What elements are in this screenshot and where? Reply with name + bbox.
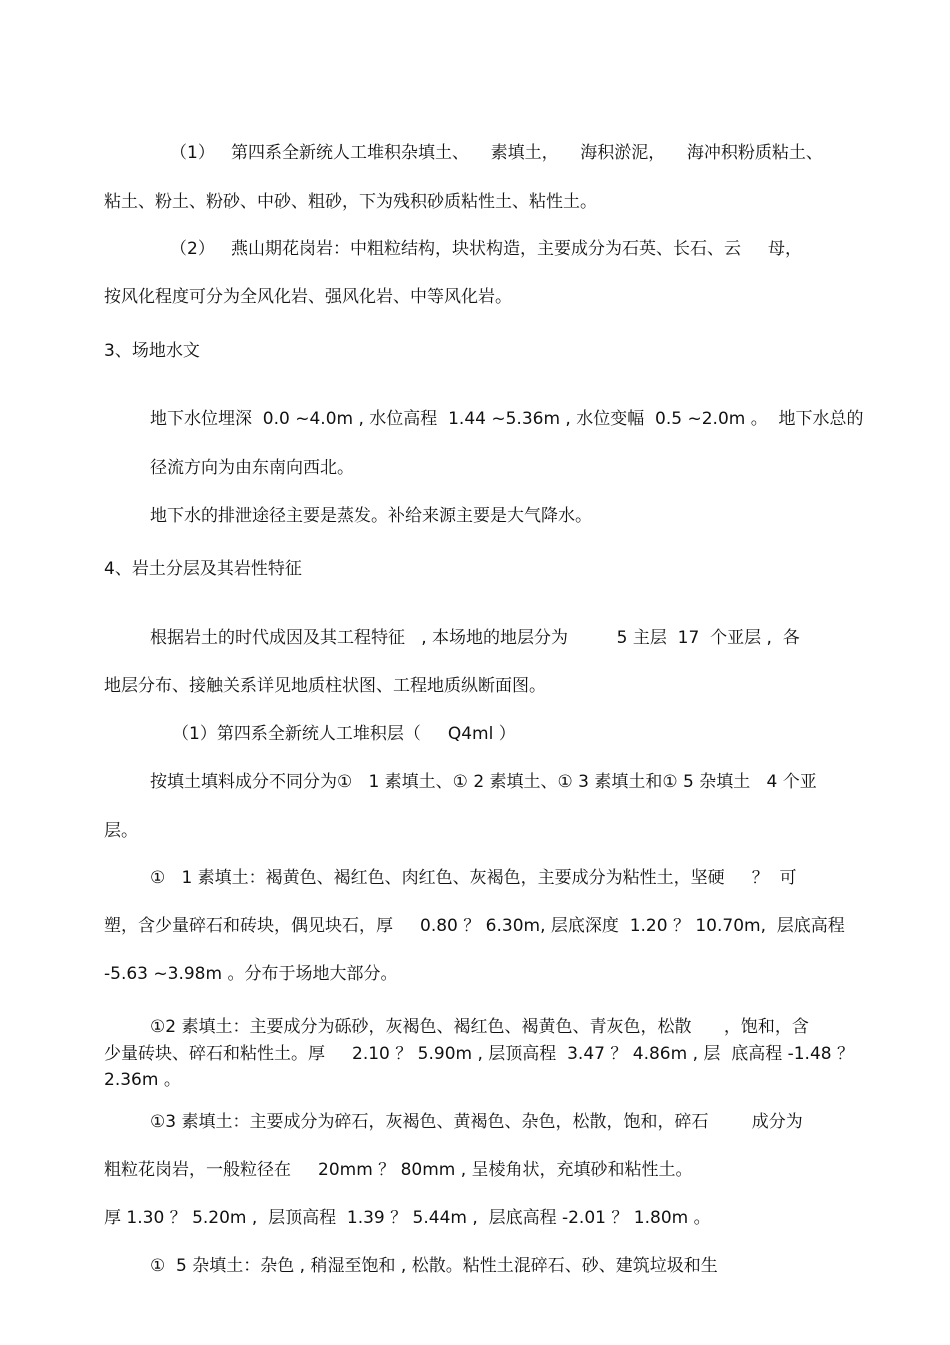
text-line: 少量砖块、碎石和粘性土。厚 2.10 ？ 5.90m , 层顶高程 3.47 ？ 4.86m , 层 底高程 -1.48 ？ <box>104 1044 854 1064</box>
section-heading: 3、场地水文 <box>104 341 200 361</box>
text-line: ① 5 杂填土：杂色 , 稍湿至饱和 , 松散。粘性土混碎石、砂、建筑垃圾和生 <box>150 1256 718 1276</box>
section-heading: 4、岩土分层及其岩性特征 <box>104 559 302 579</box>
text-line: 粘土、粉土、粉砂、中砂、粗砂，下为残积砂质粘性土、粘性土。 <box>104 192 597 212</box>
text-line: 粗粒花岗岩，一般粒径在 20mm ？ 80mm , 呈棱角状，充填砂和粘性土。 <box>104 1160 693 1180</box>
text-line: 塑，含少量碎石和砖块，偶见块石，厚 0.80 ？ 6.30m, 层底深度 1.20 ？ 10.70m, 层底高程 <box>104 916 845 936</box>
text-line: -5.63 ~3.98m 。分布于场地大部分。 <box>104 964 398 984</box>
text-line: 层。 <box>104 821 138 841</box>
text-line: 厚 1.30 ？ 5.20m , 层顶高程 1.39 ？ 5.44m , 层底高程 -2.01 ？ 1.80m 。 <box>104 1208 711 1228</box>
text-line: 地层分布、接触关系详见地质柱状图、工程地质纵断面图。 <box>104 676 546 696</box>
text-line: 按风化程度可分为全风化岩、强风化岩、中等风化岩。 <box>104 287 512 307</box>
text-line: （2） 燕山期花岗岩：中粗粒结构，块状构造，主要成分为石英、长石、云 母， <box>170 239 803 259</box>
text-line: 地下水位埋深 0.0 ~4.0m , 水位高程 1.44 ~5.36m , 水位变幅 0.5 ~2.0m 。 地下水总的 <box>150 409 864 429</box>
text-line: 根据岩土的时代成因及其工程特征 , 本场地的地层分为 5 主层 17 个亚层 , 各 <box>150 628 800 648</box>
text-line: （1）第四系全新统人工堆积层（ Q4ml ） <box>172 724 516 744</box>
text-line: （1） 第四系全新统人工堆积杂填土、 素填土， 海积淤泥， 海冲积粉质粘土、 <box>170 143 823 163</box>
text-line: ①2 素填土：主要成分为砾砂，灰褐色、褐红色、褐黄色、青灰色，松散 ，饱和，含 <box>150 1017 809 1037</box>
text-line: 地下水的排泄途径主要是蒸发。补给来源主要是大气降水。 <box>150 506 592 526</box>
text-line: 2.36m 。 <box>104 1070 181 1090</box>
text-line: ①3 素填土：主要成分为碎石，灰褐色、黄褐色、杂色，松散，饱和，碎石 成分为 <box>150 1112 803 1132</box>
text-line: 径流方向为由东南向西北。 <box>150 458 354 478</box>
text-line: ① 1 素填土：褐黄色、褐红色、肉红色、灰褐色，主要成分为粘性土，坚硬 ？ 可 <box>150 868 797 888</box>
text-line: 按填土填料成分不同分为① 1 素填土、① 2 素填土、① 3 素填土和① 5 杂填土 4 个亚 <box>150 772 817 792</box>
